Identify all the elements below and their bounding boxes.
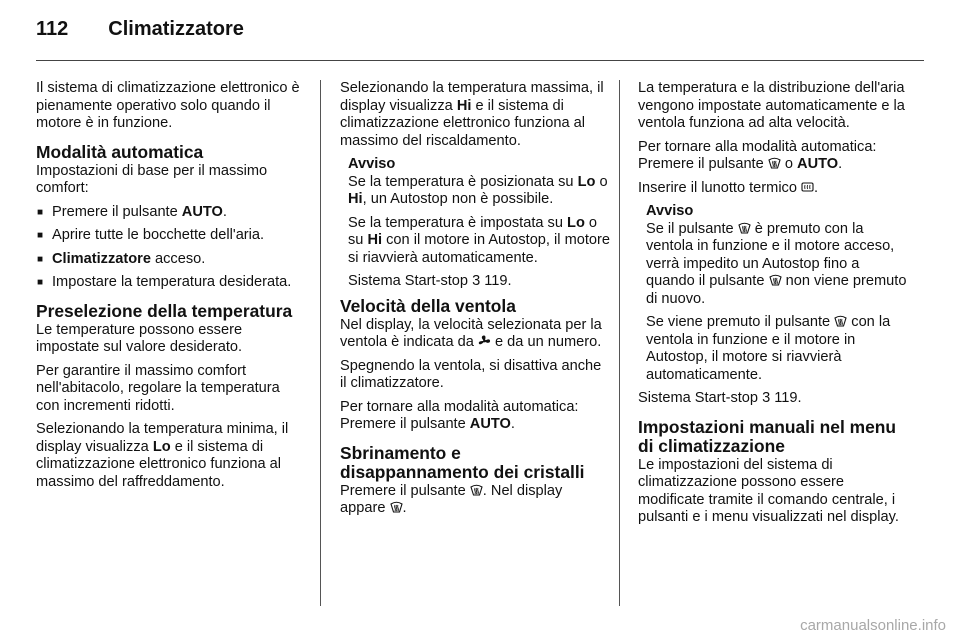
paragraph: Per tornare alla modalità automatica: Premere il pulsante o AUTO.	[638, 138, 877, 172]
defrost-icon	[769, 274, 782, 286]
paragraph: Se viene premuto il pulsante con la ventola in funzione e il motore in Autostop, il motore si riavvierà automaticamente.	[646, 314, 891, 383]
cross-reference-arrow: 3	[762, 390, 771, 406]
notice-box	[348, 156, 610, 291]
paragraph: Per garantire il massimo comfort nell'abitacolo, regolare la temperatura con incrementi ridotti.	[36, 362, 280, 414]
page-header	[36, 18, 244, 41]
defrost-icon	[768, 157, 781, 169]
column-divider	[320, 80, 321, 606]
column-1	[36, 80, 306, 497]
page-number: 112	[36, 18, 69, 40]
paragraph: Per tornare alla modalità automatica: Premere il pulsante AUTO.	[340, 398, 579, 432]
list-item: ■ Climatizzatore acceso.	[36, 251, 306, 269]
page-title: Climatizzatore	[108, 18, 244, 40]
cross-reference-arrow: 3	[472, 273, 481, 289]
column-2	[340, 80, 610, 524]
paragraph: Le temperature possono essere impostate sul valore desiderato.	[36, 321, 243, 355]
notice-box	[646, 203, 908, 384]
paragraph: Se la temperatura è posizionata su Lo o Hi, un Autostop non è possibile.	[348, 173, 608, 207]
paragraph: Le impostazioni del sistema di climatizzazione possono essere modificate tramite il comando centrale, i pulsanti e i menu visualizzati nel display.	[638, 456, 899, 525]
list-item: ■ Aprire tutte le bocchette dell'aria.	[36, 227, 306, 245]
auto-steps-list	[36, 204, 306, 292]
paragraph: Se la temperatura è impostata su Lo o su Hi con il motore in Autostop, il motore si riavvierà automaticamente.	[348, 214, 610, 266]
list-item: ■ Impostare la temperatura desiderata.	[36, 274, 306, 292]
paragraph: Il sistema di climatizzazione elettronico è pienamente operativo solo quando il motore è in funzione.	[36, 80, 300, 131]
header-rule	[36, 60, 924, 61]
paragraph: Nel display, la velocità selezionata per la ventola è indicata da e da un numero.	[340, 316, 602, 350]
paragraph: La temperatura e la distribuzione dell'aria vengono impostate automaticamente e la ventola funziona ad alta velocità.	[638, 80, 905, 131]
defrost-icon	[470, 484, 483, 496]
paragraph: Spegnendo la ventola, si disattiva anche il climatizzatore.	[340, 357, 602, 391]
notice-title: Avviso	[348, 156, 396, 172]
fan-icon	[478, 335, 491, 347]
section-heading-manual: Impostazioni manuali nel menu di climatizzazione	[638, 416, 896, 456]
rear-window-heating-icon	[801, 181, 814, 193]
column-divider	[619, 80, 620, 606]
paragraph: Selezionando la temperatura minima, il display visualizza Lo e il sistema di climatizzazione elettronico funziona al massimo del raffreddamento.	[36, 421, 289, 490]
defrost-icon	[390, 501, 403, 513]
column-3	[638, 80, 908, 533]
cross-reference: Sistema Start-stop 3 119.	[348, 273, 512, 289]
cross-reference: Sistema Start-stop 3 119.	[638, 390, 802, 406]
notice-title: Avviso	[646, 203, 694, 219]
section-heading-auto: Modalità automatica	[36, 141, 204, 162]
paragraph: Premere il pulsante . Nel display appare .	[340, 482, 563, 516]
section-heading-preselection: Preselezione della temperatura	[36, 300, 293, 321]
section-heading-defrost: Sbrinamento e disappannamento dei cristalli	[340, 442, 585, 482]
watermark: carmanualsonline.info	[800, 617, 946, 634]
section-heading-fan: Velocità della ventola	[340, 295, 516, 316]
defrost-icon	[738, 222, 751, 234]
paragraph: Inserire il lunotto termico .	[638, 179, 819, 196]
defrost-icon	[834, 315, 847, 327]
paragraph: Selezionando la temperatura massima, il display visualizza Hi e il sistema di climatizzazione elettronico funziona al massimo del riscaldamento.	[340, 80, 604, 149]
paragraph: Impostazioni di base per il massimo comfort:	[36, 162, 268, 196]
list-item: ■ Premere il pulsante AUTO.	[36, 204, 306, 222]
paragraph: Se il pulsante è premuto con la ventola in funzione e il motore acceso, verrà impedito un Autostop fino a quando il pulsante non viene premuto di nuovo.	[646, 220, 907, 307]
